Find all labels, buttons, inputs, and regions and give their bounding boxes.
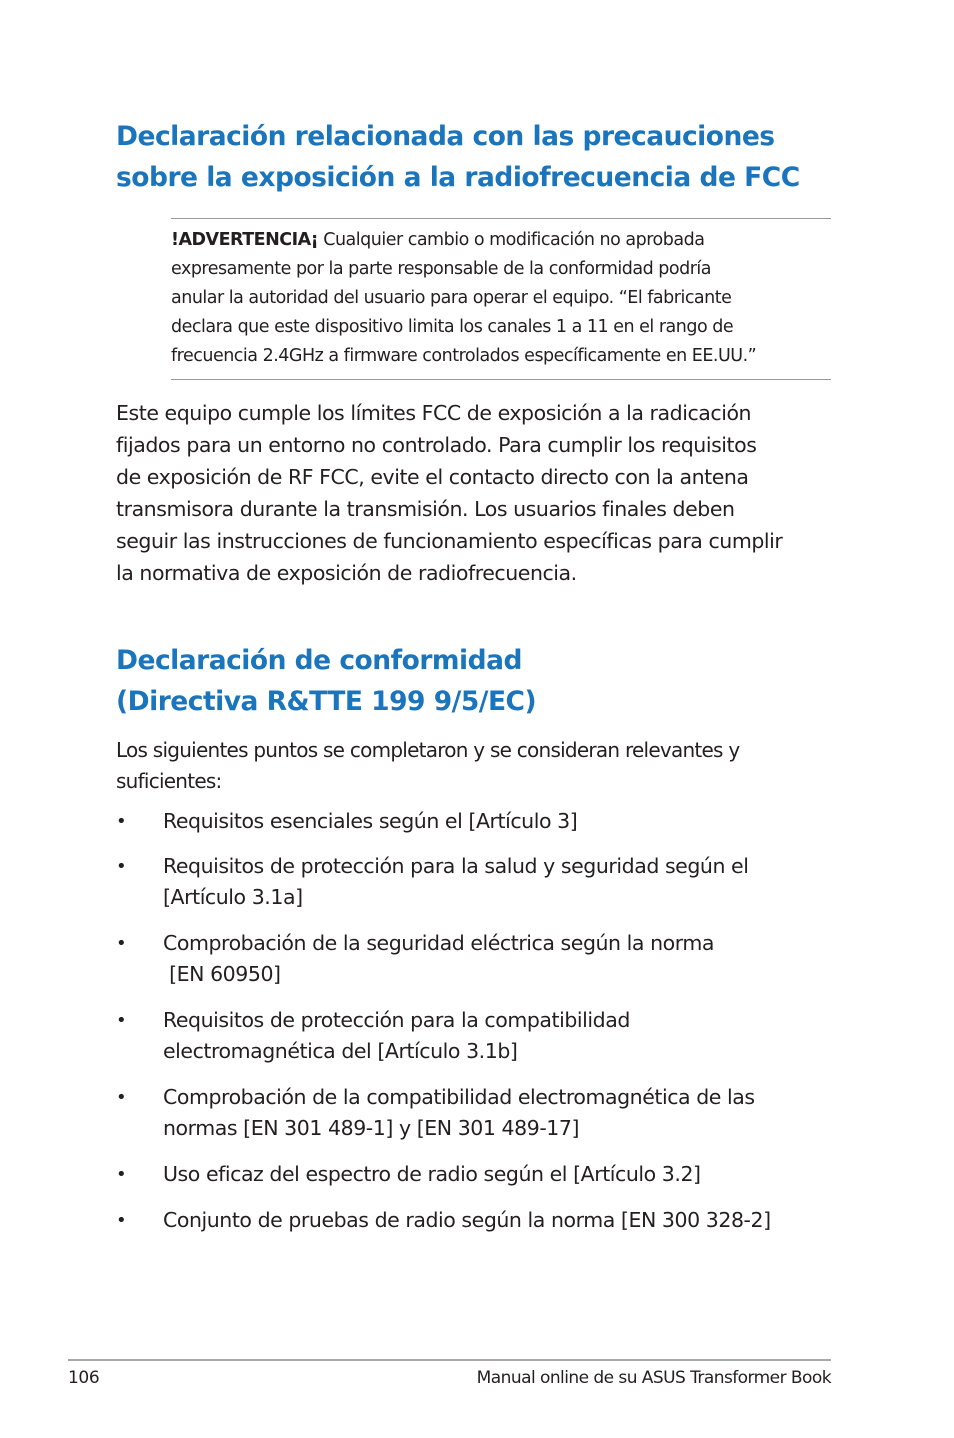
list-item-line: Comprobación de la seguridad eléctrica según la norma <box>163 931 714 955</box>
warning-line: expresamente por la parte responsable de la conformidad podría <box>171 259 711 279</box>
warning-line: frecuencia 2.4GHz a firmware controlados específicamente en EE.UU.” <box>171 346 757 366</box>
warning-line: declara que este dispositivo limita los canales 1 a 11 en el rango de <box>171 317 734 337</box>
list-item-line: Requisitos esenciales según el [Artículo 3] <box>163 809 578 833</box>
paragraph-line: transmisora durante la transmisión. Los usuarios finales deben <box>116 497 735 521</box>
paragraph-line: la normativa de exposición de radiofrecuencia. <box>116 561 577 585</box>
bullet-icon: • <box>116 1010 127 1031</box>
warning-line <box>171 226 841 255</box>
warning-bottom-rule <box>171 379 831 380</box>
list-item-line: Comprobación de la compatibilidad electromagnética de las <box>163 1085 755 1109</box>
list-item-text <box>163 1205 771 1236</box>
list-item-line: Requisitos de protección para la salud y seguridad según el <box>163 854 749 878</box>
footer-rule <box>68 1359 831 1361</box>
list-item-text <box>163 1159 701 1190</box>
warning-label: !ADVERTENCIA¡ <box>171 230 319 250</box>
list-item-line: [Artículo 3.1a] <box>163 885 303 909</box>
paragraph-line: fijados para un entorno no controlado. Para cumplir los requisitos <box>116 433 757 457</box>
list-item-text <box>163 806 577 837</box>
intro-line: Los siguientes puntos se completaron y se consideran relevantes y <box>116 738 740 762</box>
title-line: Declaración de conformidad <box>116 645 522 676</box>
warning-line: anular la autoridad del usuario para operar el equipo. “El fabricante <box>171 288 732 308</box>
list-item-text <box>163 928 714 990</box>
warning-text: Cualquier cambio o modificación no aprobada <box>323 230 705 250</box>
list-item-text <box>163 1082 755 1144</box>
title-line: sobre la exposición a la radiofrecuencia de FCC <box>116 162 800 193</box>
paragraph-line: Este equipo cumple los límites FCC de exposición a la radicación <box>116 401 752 425</box>
intro-line: suficientes: <box>116 769 222 793</box>
list-item-line: [EN 60950] <box>163 962 281 986</box>
bullet-icon: • <box>116 1210 127 1231</box>
list-item-line: electromagnética del [Artículo 3.1b] <box>163 1039 518 1063</box>
fcc-paragraph <box>116 397 856 589</box>
list-item-line: Requisitos de protección para la compatibilidad <box>163 1008 630 1032</box>
list-item-line: Uso eficaz del espectro de radio según el [Artículo 3.2] <box>163 1162 701 1186</box>
warning-top-rule <box>171 218 831 219</box>
conformity-intro <box>116 735 856 797</box>
title-line: (Directiva R&TTE 199 9/5/EC) <box>116 686 537 717</box>
footer-manual-title: Manual online de su ASUS Transformer Book <box>476 1368 831 1388</box>
list-item-line: normas [EN 301 489-1] y [EN 301 489-17] <box>163 1116 580 1140</box>
page-number: 106 <box>68 1368 100 1388</box>
bullet-icon: • <box>116 856 127 877</box>
section-title-fcc <box>116 116 800 198</box>
list-item-text <box>163 851 748 913</box>
list-item-text <box>163 1005 630 1067</box>
title-line: Declaración relacionada con las precauciones <box>116 121 775 152</box>
bullet-icon: • <box>116 1164 127 1185</box>
list-item-line: Conjunto de pruebas de radio según la norma [EN 300 328-2] <box>163 1208 771 1232</box>
paragraph-line: seguir las instrucciones de funcionamiento específicas para cumplir <box>116 529 783 553</box>
warning-box <box>171 226 841 371</box>
paragraph-line: de exposición de RF FCC, evite el contacto directo con la antena <box>116 465 749 489</box>
bullet-icon: • <box>116 1087 127 1108</box>
section-title-conformity <box>116 640 536 722</box>
bullet-icon: • <box>116 933 127 954</box>
bullet-icon: • <box>116 811 127 832</box>
